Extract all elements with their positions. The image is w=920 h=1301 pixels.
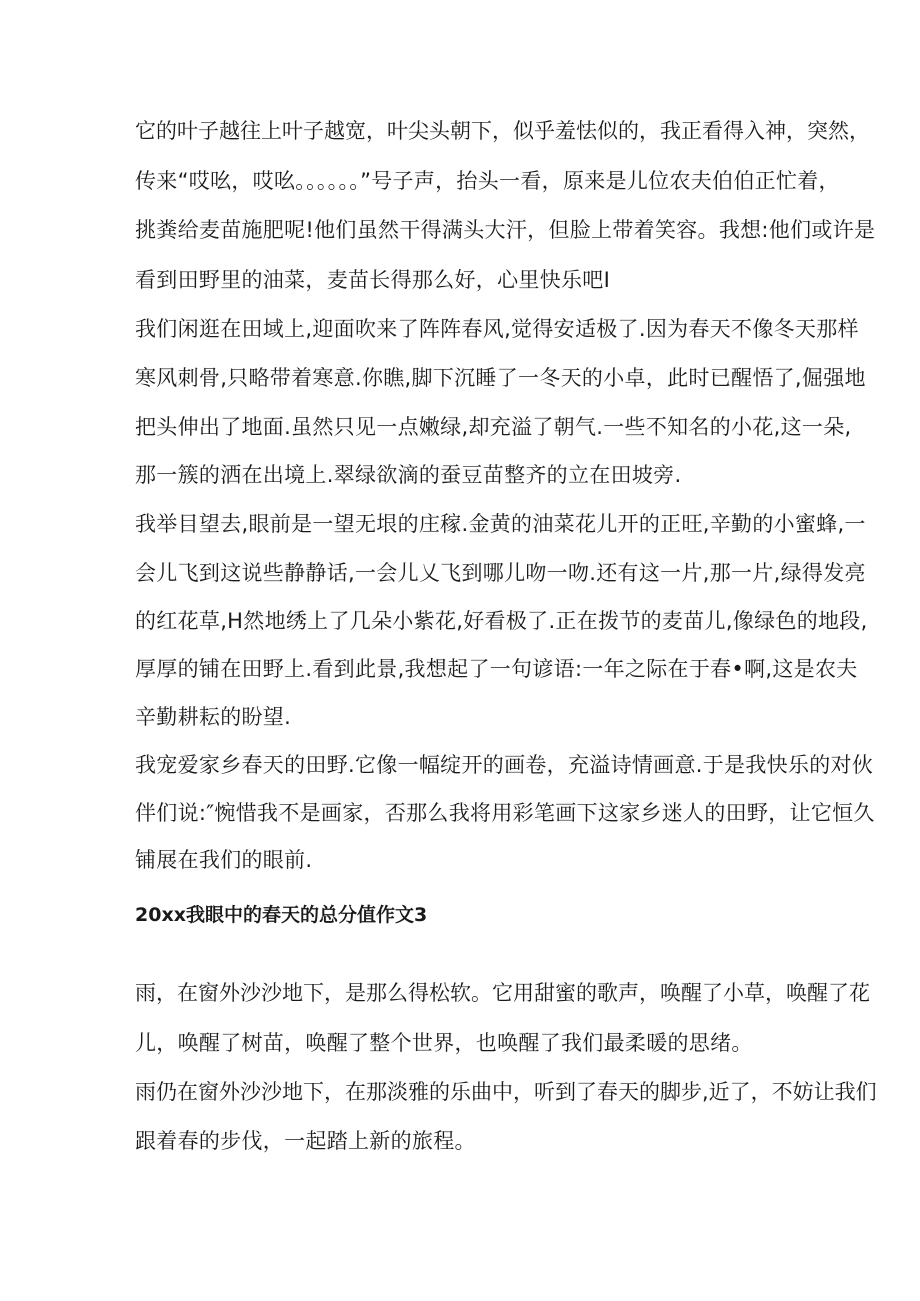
paragraph-line: 传来“哎吆，哎吆。。。。。。”号子声，抬头一看，原来是儿位农夫伯伯正忙着， [135, 169, 840, 193]
paragraph-line: 铺展在我们的眼前. [135, 848, 313, 872]
paragraph-line: 挑粪给麦苗施肥呢!他们虽然干得满头大汗，但脸上带着笑容。我想:他们或许是 [135, 218, 876, 242]
paragraph-line: 把头伸出了地面.虽然只见一点嫩绿,却充溢了朝气.一些不知名的小花,这一朵, [135, 415, 852, 439]
paragraph-line: 雨仍在窗外沙沙地下，在那淡雅的乐曲中，听到了春天的脚步,近了，不妨让我们 [135, 1080, 877, 1104]
paragraph-line: 会儿飞到这说些静静话,一会儿乂飞到哪儿吻一吻.还有这一片,那一片,绿得发亮 [135, 561, 866, 585]
paragraph-line: 看到田野里的油菜，麦苗长得那么好，心里快乐吧I [135, 268, 611, 292]
paragraph-line: 我们闲逛在田域上,迎面吹来了阵阵春风,觉得安适极了.因为春天不像冬天那样 [135, 317, 859, 341]
section-heading: 20xx我眼中的春天的总分值作文3 [135, 904, 428, 926]
paragraph-line: 雨，在窗外沙沙地下，是那么得松软。它用甜蜜的歌声，唤醒了小草，唤醒了花 [135, 981, 870, 1005]
paragraph-line: 那一簇的洒在出境上.翠绿欲滴的蚕豆苗整齐的立在田坡旁. [135, 463, 682, 487]
paragraph-line: 寒风刺骨,只略带着寒意.你瞧,脚下沉睡了一冬天的小卓，此时已醒悟了,倔强地 [135, 366, 866, 390]
paragraph-line: 伴们说:″惋惜我不是画家，否那么我将用彩笔画下这家乡迷人的田野，让它恒久 [135, 801, 875, 825]
paragraph-line: 厚厚的铺在田野上.看到此景,我想起了一句谚语:一年之际在于春•啊,这是农夫 [135, 657, 858, 681]
paragraph-line: 辛勤耕耘的盼望. [135, 705, 292, 729]
paragraph-line: 它的叶子越往上叶子越宽，叶尖头朝下，似乎羞怯似的，我正看得入神，突然， [135, 119, 870, 143]
paragraph-line: 我举目望去,眼前是一望无垠的庄稼.金黄的油菜花儿开的正旺,辛勤的小蜜蜂,一 [135, 512, 866, 536]
paragraph-line: 儿，唤醒了树苗，唤醒了整个世界，也唤醒了我们最柔暖的思绪。 [135, 1031, 753, 1055]
paragraph-line: 我宠爱家乡春天的田野.它像一幅绽开的画卷，充溢诗情画意.于是我快乐的对伙 [135, 753, 874, 777]
paragraph-line: 跟着春的步伐，一起踏上新的旅程。 [135, 1129, 476, 1153]
paragraph-line: 的红花草,H然地绣上了几朵小紫花,好看极了.正在拨节的麦苗儿,像绿色的地段, [135, 609, 868, 633]
